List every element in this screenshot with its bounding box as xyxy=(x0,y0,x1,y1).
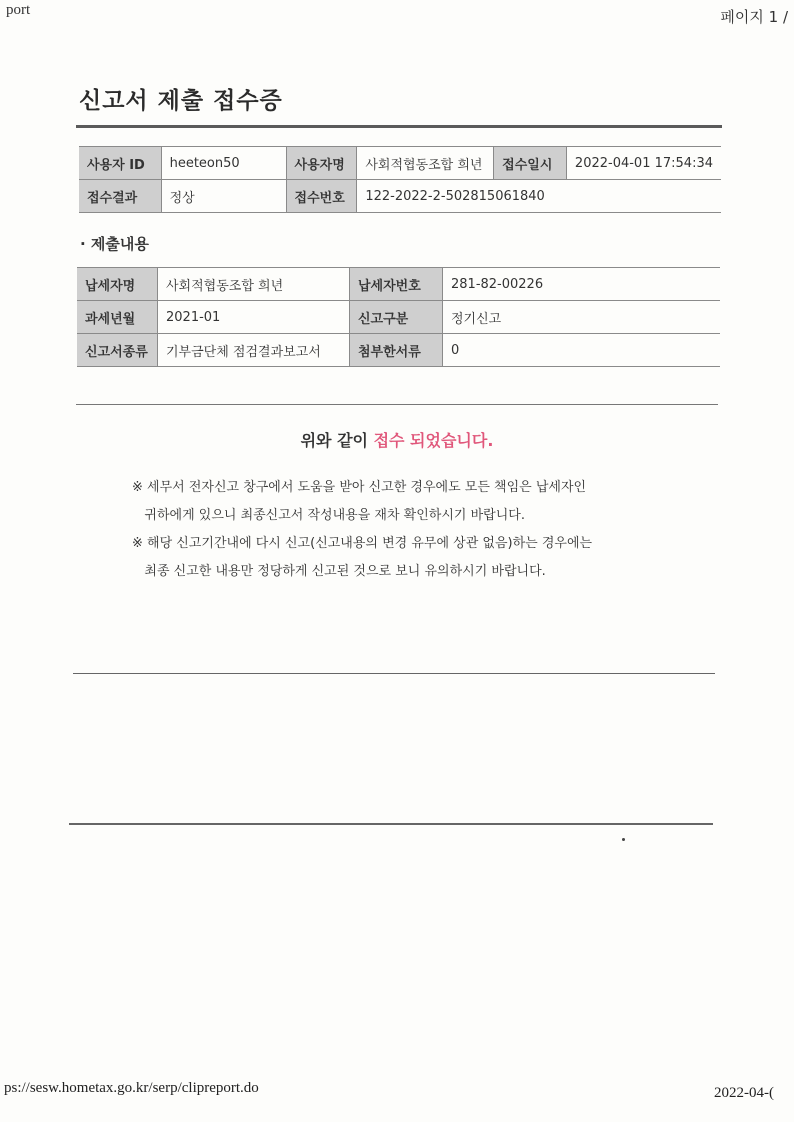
user-name-label: 사용자명 xyxy=(286,147,357,180)
taxpayer-no-value: 281-82-00226 xyxy=(443,268,721,301)
report-type-label: 신고구분 xyxy=(350,301,443,334)
confirmation-highlight: 접수 되었습니다. xyxy=(373,431,494,450)
section-title: · 제출내용 xyxy=(80,235,149,253)
taxpayer-no-label: 납세자번호 xyxy=(350,268,443,301)
tax-period-value: 2021-01 xyxy=(158,301,350,334)
header-report-label: port xyxy=(6,2,31,18)
notice-line: 최종 신고한 내용만 정당하게 신고된 것으로 보니 유의하시기 바랍니다. xyxy=(132,564,546,579)
received-at-value: 2022-04-01 17:54:34 xyxy=(566,147,721,180)
confirmation-prefix: 위와 같이 xyxy=(300,431,374,450)
title-underline xyxy=(76,125,722,128)
scan-speck xyxy=(622,838,625,841)
form-type-value: 기부금단체 점검결과보고서 xyxy=(158,334,350,367)
result-label: 접수결과 xyxy=(79,180,161,213)
receipt-no-value: 122-2022-2-502815061840 xyxy=(357,180,721,213)
taxpayer-name-value: 사회적협동조합 희년 xyxy=(158,268,350,301)
attachments-value: 0 xyxy=(443,334,721,367)
divider xyxy=(69,823,713,825)
notice-line: 귀하에게 있으니 최종신고서 작성내용을 재차 확인하시기 바랍니다. xyxy=(132,508,525,523)
attachments-label: 첨부한서류 xyxy=(350,334,443,367)
report-type-value: 정기신고 xyxy=(443,301,721,334)
divider xyxy=(76,404,718,405)
received-at-label: 접수일시 xyxy=(494,147,567,180)
taxpayer-name-label: 납세자명 xyxy=(77,268,158,301)
user-id-value: heeteon50 xyxy=(161,147,286,180)
tax-period-label: 과세년월 xyxy=(77,301,158,334)
divider xyxy=(73,673,715,674)
notice-line: ※ 해당 신고기간내에 다시 신고(신고내용의 변경 유무에 상관 없음)하는 경우에는 xyxy=(132,536,593,551)
table-row xyxy=(79,147,721,180)
table-row xyxy=(79,180,721,213)
result-value: 정상 xyxy=(161,180,286,213)
table-row xyxy=(77,334,720,367)
notice-line: ※ 세무서 전자신고 창구에서 도움을 받아 신고한 경우에도 모든 책임은 납세자인 xyxy=(132,480,587,495)
table-row xyxy=(77,301,720,334)
header-page-number: 페이지 1 / xyxy=(720,8,788,26)
receipt-info-table xyxy=(79,146,721,213)
confirmation-message xyxy=(0,428,794,451)
user-id-label: 사용자 ID xyxy=(79,147,161,180)
form-type-label: 신고서종류 xyxy=(77,334,158,367)
user-name-value: 사회적협동조합 희년 xyxy=(357,147,494,180)
submission-table xyxy=(77,267,720,367)
footer-date: 2022-04-( xyxy=(714,1085,774,1101)
page-title: 신고서 제출 접수증 xyxy=(79,88,283,114)
receipt-no-label: 접수번호 xyxy=(286,180,357,213)
table-row xyxy=(77,268,720,301)
footer-url: ps://sesw.hometax.go.kr/serp/clipreport.do xyxy=(4,1080,259,1096)
